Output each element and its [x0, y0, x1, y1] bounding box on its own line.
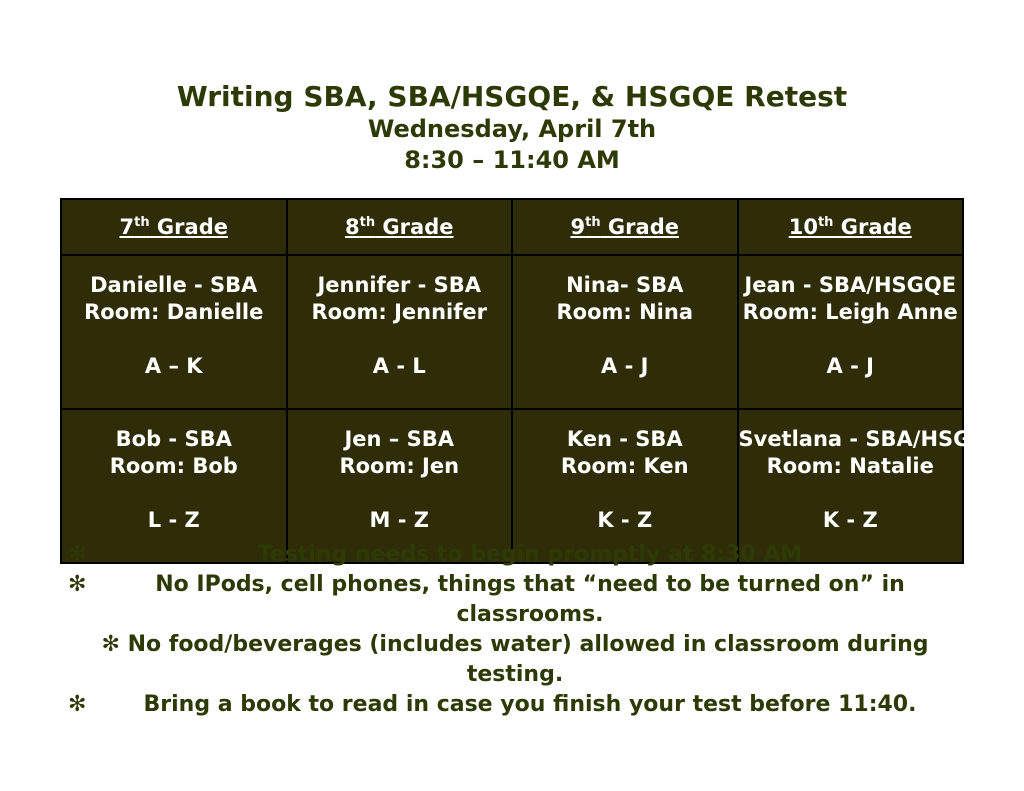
alpha-range: M - Z — [369, 508, 429, 532]
list-item — [60, 570, 970, 630]
proctor-name: Svetlana - SBA/HSGQE — [738, 427, 1003, 451]
alpha-range: A – K — [144, 354, 203, 378]
room-name: Room: Jen — [339, 454, 460, 478]
table-row — [61, 255, 963, 409]
note-text: No food/beverages (includes water) allowed in classroom during testing. — [127, 632, 929, 687]
asterisk-bullet-icon: ✻ — [101, 632, 120, 657]
room-name: Room: Leigh Anne — [742, 300, 958, 324]
test-time: 8:30 – 11:40 AM — [404, 146, 620, 174]
alpha-range: A - J — [826, 354, 874, 378]
proctor-name: Jean - SBA/HSGQE — [744, 273, 957, 297]
room-name: Room: Nina — [556, 300, 693, 324]
asterisk-bullet-icon: ✻ — [68, 542, 87, 567]
proctor-name: Jennifer - SBA — [317, 273, 482, 297]
column-header-10th-grade: 10th Grade — [738, 199, 964, 255]
proctor-name: Nina- SBA — [566, 273, 684, 297]
note-text: No IPods, cell phones, things that “need to be turned on” in classrooms. — [155, 572, 905, 627]
room-name: Room: Natalie — [766, 454, 934, 478]
proctor-name: Danielle - SBA — [90, 273, 258, 297]
alpha-range: L - Z — [147, 508, 200, 532]
schedule-table — [60, 198, 1003, 564]
alpha-range: A - J — [601, 354, 649, 378]
alpha-range: K - Z — [597, 508, 653, 532]
alpha-range: A - L — [372, 354, 426, 378]
list-item — [60, 630, 970, 690]
list-item — [60, 540, 970, 570]
asterisk-bullet-icon: ✻ — [68, 692, 87, 717]
alpha-range: K - Z — [822, 508, 878, 532]
table-header-row — [61, 199, 963, 255]
proctor-name: Jen – SBA — [344, 427, 454, 451]
page-title: Writing SBA, SBA/HSGQE, & HSGQE Retest — [176, 80, 848, 113]
asterisk-bullet-icon: ✻ — [68, 572, 87, 597]
table-cell — [512, 255, 738, 409]
test-date: Wednesday, April 7th — [367, 115, 657, 143]
column-header-9th-grade: 9th Grade — [512, 199, 738, 255]
column-header-8th-grade: 8th Grade — [287, 199, 513, 255]
note-text: Bring a book to read in case you finish your test before 11:40. — [143, 692, 917, 717]
header — [0, 80, 1024, 176]
proctor-name: Bob - SBA — [115, 427, 232, 451]
room-name: Room: Danielle — [84, 300, 264, 324]
room-name: Room: Ken — [560, 454, 689, 478]
column-header-7th-grade: 7th Grade — [61, 199, 287, 255]
table-cell — [287, 255, 513, 409]
table-cell — [738, 255, 964, 409]
note-text: Testing needs to begin promptly at 8:30 AM — [257, 542, 803, 567]
table-cell — [61, 255, 287, 409]
list-item — [60, 690, 970, 720]
notes-list — [60, 540, 970, 720]
proctor-name: Ken - SBA — [566, 427, 683, 451]
room-name: Room: Bob — [109, 454, 238, 478]
room-name: Room: Jennifer — [311, 300, 487, 324]
